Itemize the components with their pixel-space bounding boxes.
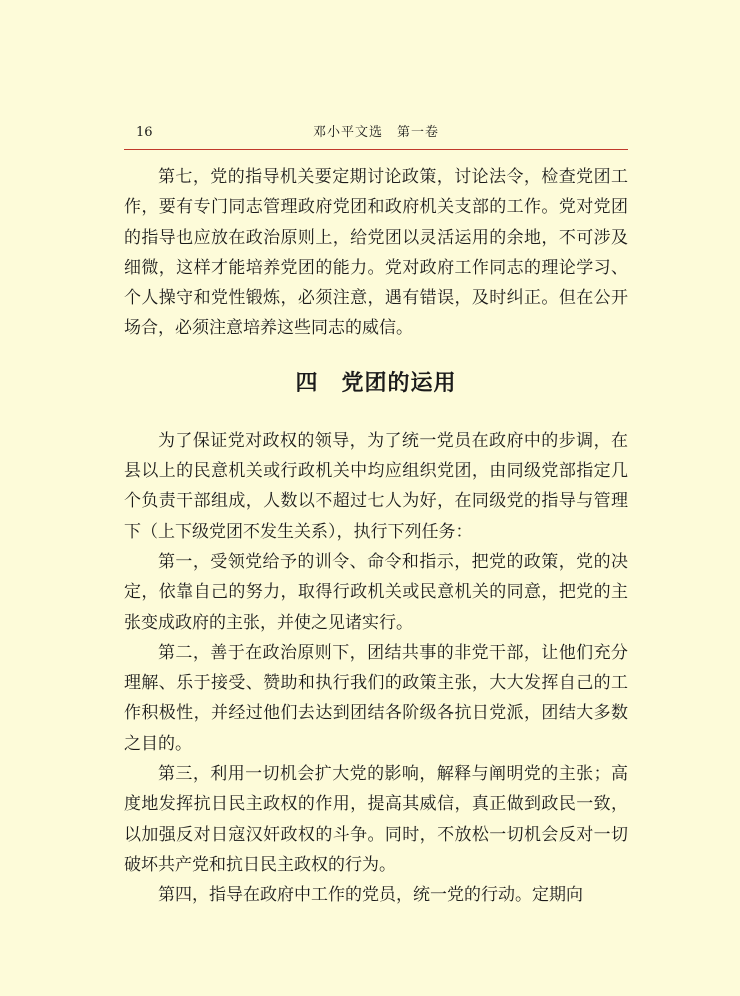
header-rule bbox=[124, 149, 628, 151]
page-header bbox=[124, 120, 628, 150]
paragraph-task-one: 第一，受领党给予的训令、命令和指示，把党的政策，党的决定，依靠自己的努力，取得行政机关或民意机关的同意，把党的主张变成政府的主张，并使之见诸实行。 bbox=[124, 551, 628, 633]
running-title: 邓小平文选 第一卷 bbox=[312, 125, 439, 140]
paragraph-task-two: 第二，善于在政治原则下，团结共事的非党干部，让他们充分理解、乐于接受、赞助和执行我们的政策主张，大大发挥自己的工作积极性，并经过他们去达到团结各阶级各抗日党派，团结大多数之目的。 bbox=[124, 642, 628, 754]
paragraph-task-three: 第三，利用一切机会扩大党的影响，解释与阐明党的主张；高度地发挥抗日民主政权的作用，提高其威信，真正做到政民一致，以加强反对日寇汉奸政权的斗争。同时，不放松一切机会反对一切破坏共产党和抗日民主政权的行为。 bbox=[124, 764, 628, 875]
page-number: 16 bbox=[136, 125, 153, 140]
paragraph-party-group-intro: 为了保证党对政权的领导，为了统一党员在政府中的步调，在县以上的民意机关或行政机关中均应组织党团，由同级党部指定几个负责干部组成，人数以不超过七人为好，在同级党的指导与管理下（上下级党团不发生关系），执行下列任务： bbox=[124, 430, 628, 542]
paragraph-task-four: 第四，指导在政府中工作的党员，统一党的行动。定期向 bbox=[158, 885, 583, 906]
page-body bbox=[124, 162, 628, 911]
paragraph-seventh-point: 第七，党的指导机关要定期讨论政策，讨论法令，检查党团工作，要有专门同志管理政府党团和政府机关支部的工作。党对党团的指导也应放在政治原则上，给党团以灵活运用的余地，不可涉及细微，这样才能培养党团的能力。党对政府工作同志的理论学习、个人操守和党性锻炼，必须注意，遇有错误，及时纠正。但在公开场合，必须注意培养这些同志的威信。 bbox=[124, 167, 628, 339]
section-heading: 四 党团的运用 bbox=[295, 370, 457, 396]
